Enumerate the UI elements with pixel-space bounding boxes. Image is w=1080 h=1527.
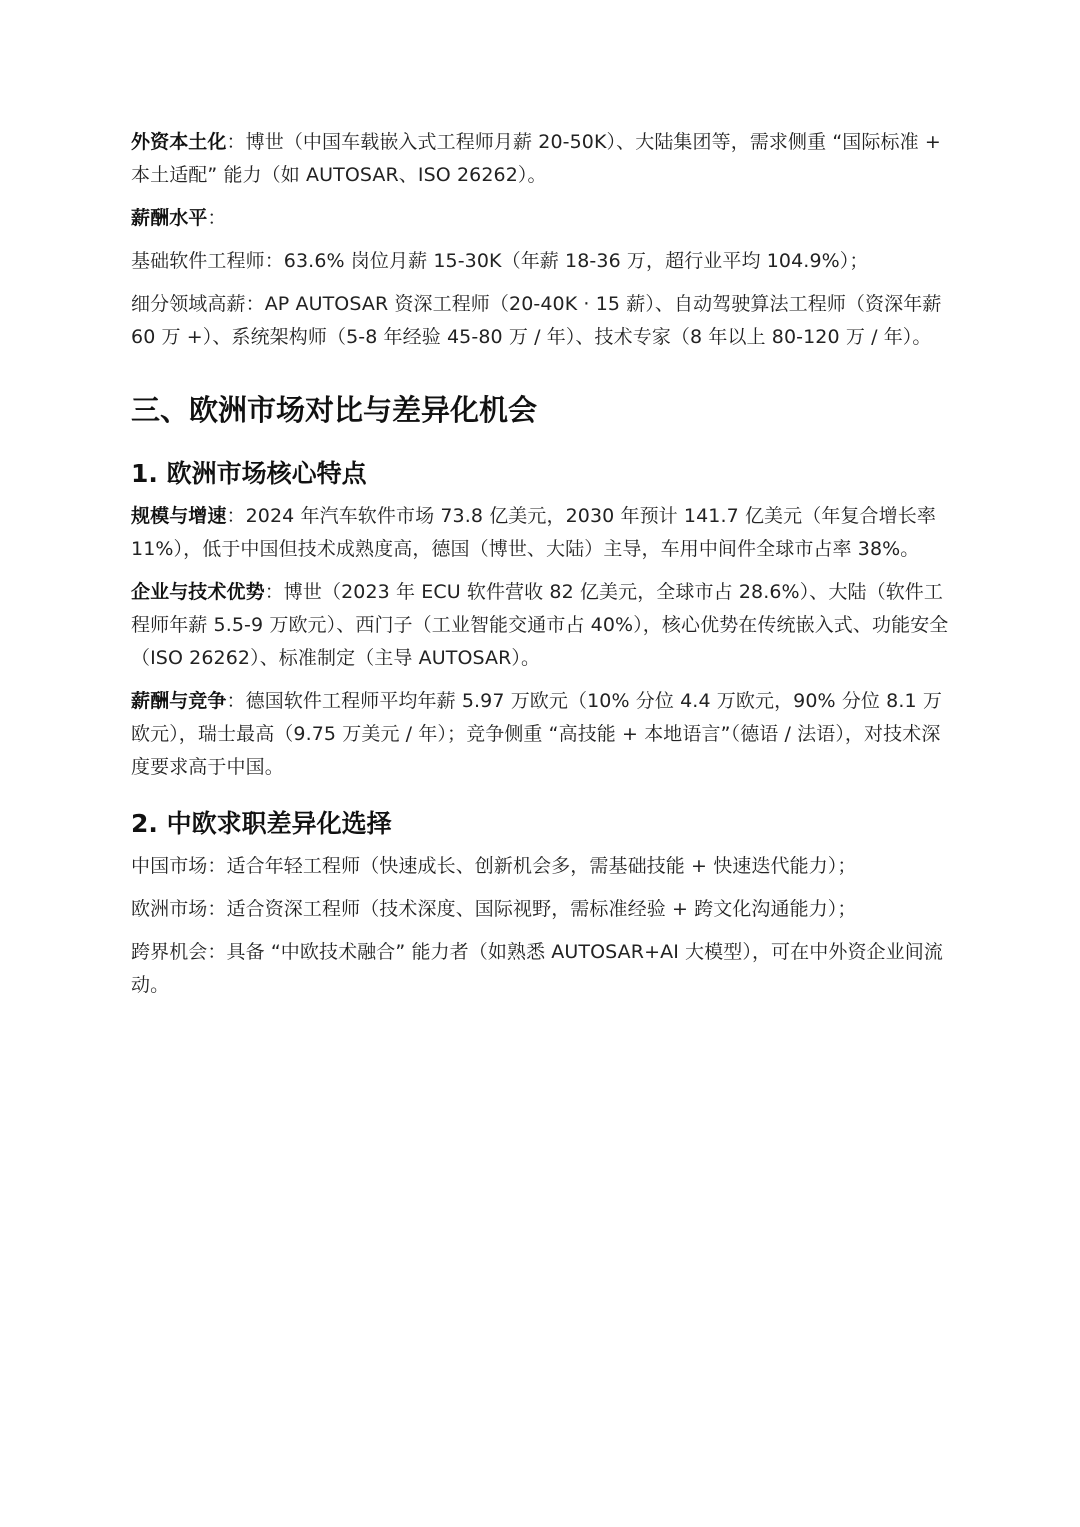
paragraph-foreign-localization [131, 126, 951, 192]
paragraph-salary-competition [131, 685, 951, 784]
paragraph-enterprise-tech [131, 576, 951, 675]
paragraph-europe-market [131, 893, 951, 926]
paragraph-text: ：博世（中国车载嵌入式工程师月薪 20-50K）、大陆集团等，需求侧重 “国际标准 + 本土适配” 能力（如 AUTOSAR、ISO 26262）。 [131, 131, 941, 186]
paragraph-high-salary-fields [131, 288, 951, 354]
paragraph-lead: 薪酬与竞争 [131, 690, 227, 712]
paragraph-crossover [131, 936, 951, 1002]
paragraph-lead: 薪酬水平 [131, 207, 208, 229]
paragraph-base-software-engineer [131, 245, 951, 278]
paragraph-lead: 企业与技术优势 [131, 581, 265, 603]
document-page [131, 126, 951, 1002]
paragraph-salary-level [131, 202, 951, 235]
paragraph-text: 欧洲市场：适合资深工程师（技术深度、国际视野，需标准经验 + 跨文化沟通能力）； [131, 898, 857, 920]
paragraph-text: 细分领域高薪：AP AUTOSAR 资深工程师（20-40K · 15 薪）、自动驾驶算法工程师（资深年薪 60 万 +）、系统架构师（5-8 年经验 45-80 万 / 年）、技术专家（8 年以上 80-120 万 / 年）。 [131, 293, 942, 348]
paragraph-text: ： [207, 207, 227, 229]
paragraph-text: 基础软件工程师：63.6% 岗位月薪 15-30K（年薪 18-36 万，超行业平均 104.9%）； [131, 250, 869, 272]
paragraph-scale-growth [131, 500, 951, 566]
paragraph-text: 中国市场：适合年轻工程师（快速成长、创新机会多，需基础技能 + 快速迭代能力）； [131, 855, 857, 877]
paragraph-text: 跨界机会：具备 “中欧技术融合” 能力者（如熟悉 AUTOSAR+AI 大模型），可在中外资企业间流动。 [131, 941, 943, 996]
section-heading: 三、欧洲市场对比与差异化机会 [131, 393, 538, 427]
paragraph-china-market [131, 850, 951, 883]
paragraph-lead: 规模与增速 [131, 505, 227, 527]
paragraph-text: ：博世（2023 年 ECU 软件营收 82 亿美元，全球市占 28.6%）、大陆（软件工程师年薪 5.5-9 万欧元）、西门子（工业智能交通市占 40%），核心优势在传统嵌入式、功能安全（ISO 26262）、标准制定（主导 AUTOSAR）。 [131, 581, 949, 669]
paragraph-text: ：2024 年汽车软件市场 73.8 亿美元，2030 年预计 141.7 亿美元（年复合增长率 11%），低于中国但技术成熟度高，德国（博世、大陆）主导，车用中间件全球市占率 38%。 [131, 505, 936, 560]
subsection-heading: 1. 欧洲市场核心特点 [131, 459, 367, 488]
subsection-heading: 2. 中欧求职差异化选择 [131, 809, 392, 838]
paragraph-text: ：德国软件工程师平均年薪 5.97 万欧元（10% 分位 4.4 万欧元，90% 分位 8.1 万欧元），瑞士最高（9.75 万美元 / 年）；竞争侧重 “高技能 + 本地语言”（德语 / 法语），对技术深度要求高于中国。 [131, 690, 942, 778]
paragraph-lead: 外资本土化 [131, 131, 227, 153]
